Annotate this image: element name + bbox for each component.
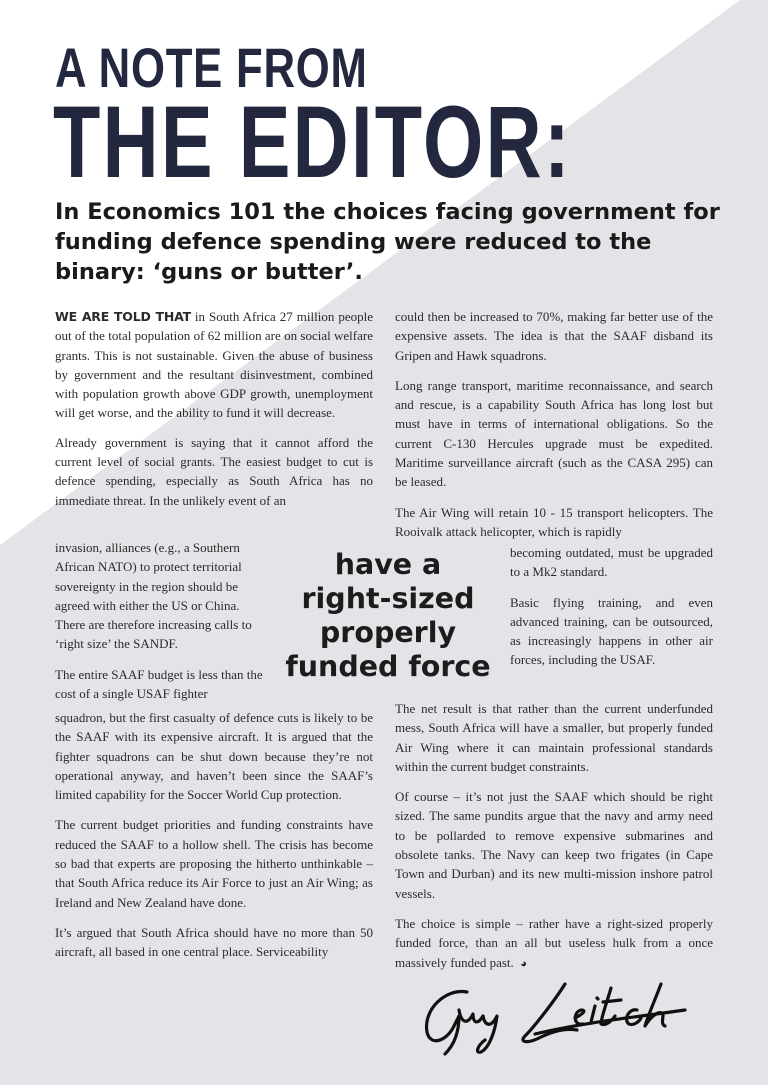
paragraph-3-start: The entire SAAF budget is less than the cost of a single USAF fighter — [55, 666, 263, 702]
paragraph-r3: The Air Wing will retain 10 - 15 transport helicopters. The Rooivalk attack helicopter, which is rapidly — [395, 504, 713, 539]
pull-quote-line: funded force — [285, 650, 491, 683]
paragraph-r2: Long range transport, maritime reconnaissance, and search and rescue, is a capability South Africa has long lost but must have in terms of international obligations. So the current C-130 Hercules upgrade must be expedited. Maritime surveillance aircraft (such as the CASA 295) can be leased. — [395, 377, 713, 490]
paragraph-r1: could then be increased to 70%, making far better use of the expensive assets. The idea is that the SAAF disband its Gripen and Hawk squadrons. — [395, 309, 713, 363]
paragraph-r4: Basic flying training, and even advanced training, can be outsourced, as increasingly happens in other air forces, including the USAF. — [510, 594, 713, 668]
end-mark-icon: ◕ — [520, 957, 527, 970]
pull-quote — [272, 548, 504, 684]
paragraph-r6: Of course – it’s not just the SAAF which should be right sized. The same pundits argue that the navy and army need to be pollarded to remove expensive submarines and obsolete tanks. The Navy can keep two frigates (in Cape Town and Durban) and its new multi-mission inshore patrol vessels. — [395, 789, 713, 901]
right-column-top — [395, 307, 713, 541]
paragraph-2-continued: invasion, alliances (e.g., a Southern African NATO) to protect territorial sovereignty in the region should be agreed with either the US or China. There are therefore increasing calls to ‘right size’ the SANDF. — [55, 540, 252, 652]
right-column-bottom — [395, 699, 713, 974]
pull-quote-line: right-sized — [301, 582, 475, 615]
paragraph-2: Already government is saying that it cannot afford the current level of social grants. The easiest budget to cut is defence spending, especially as South Africa has no immediate threat. In the unlikely event of an — [55, 434, 373, 508]
left-column-narrow — [55, 538, 265, 703]
paragraph-r3-continued: becoming outdated, must be upgraded to a Mk2 standard. — [510, 545, 713, 580]
pull-quote-line: have a — [334, 548, 442, 581]
pull-quote-line: properly — [319, 616, 457, 649]
closing-text: The choice is simple – rather have a right-sized properly funded force, than an all but useless hulk from a once massively funded past. — [395, 915, 713, 970]
left-column-bottom — [55, 708, 373, 962]
paragraph-3: squadron, but the first casualty of defence cuts is likely to be the SAAF with its expensive aircraft. It is argued that the fighter squadrons can be shut down because they’re not operational anyway, and haven’t been since the SAAF’s limited capability for the Soccer World Cup protection. — [55, 710, 373, 803]
subheading: In Economics 101 the choices facing government for funding defence spending were reduced to the binary: ‘guns or butter’. — [55, 199, 720, 285]
paragraph-1-text: in South Africa 27 million people out of the total population of 62 million are on social welfare grants. This is not sustainable. Given the abuse of business by government and the resultant disinvestment, combined with population growth above GDP growth, unemployment will get worse, and the ability to fund it will decrease. — [55, 309, 373, 421]
paragraph-lead: WE ARE TOLD THAT — [55, 309, 191, 324]
paragraph-r5: The net result is that rather than the current underfunded mess, South Africa will have a smaller, but properly funded Air Wing where it can maintain professional standards within the current budget constraints. — [395, 701, 713, 774]
left-column-top — [55, 307, 373, 510]
paragraph-1 — [55, 307, 373, 423]
paragraph-r7 — [395, 914, 713, 974]
heading-line-2: THE EDITOR: — [53, 85, 572, 199]
right-column-narrow — [510, 543, 713, 670]
editor-signature — [415, 970, 715, 1060]
paragraph-4: The current budget priorities and funding constraints have reduced the SAAF to a hollow shell. The crisis has become so bad that experts are proposing the hitherto unthinkable – that South Africa reduce its Air Force to just an Air Wing; as Ireland and New Zealand have done. — [55, 817, 373, 910]
paragraph-5: It’s argued that South Africa should have no more than 50 aircraft, all based in one central place. Serviceability — [55, 924, 373, 960]
heading-line-1: A NOTE FROM — [55, 36, 368, 99]
